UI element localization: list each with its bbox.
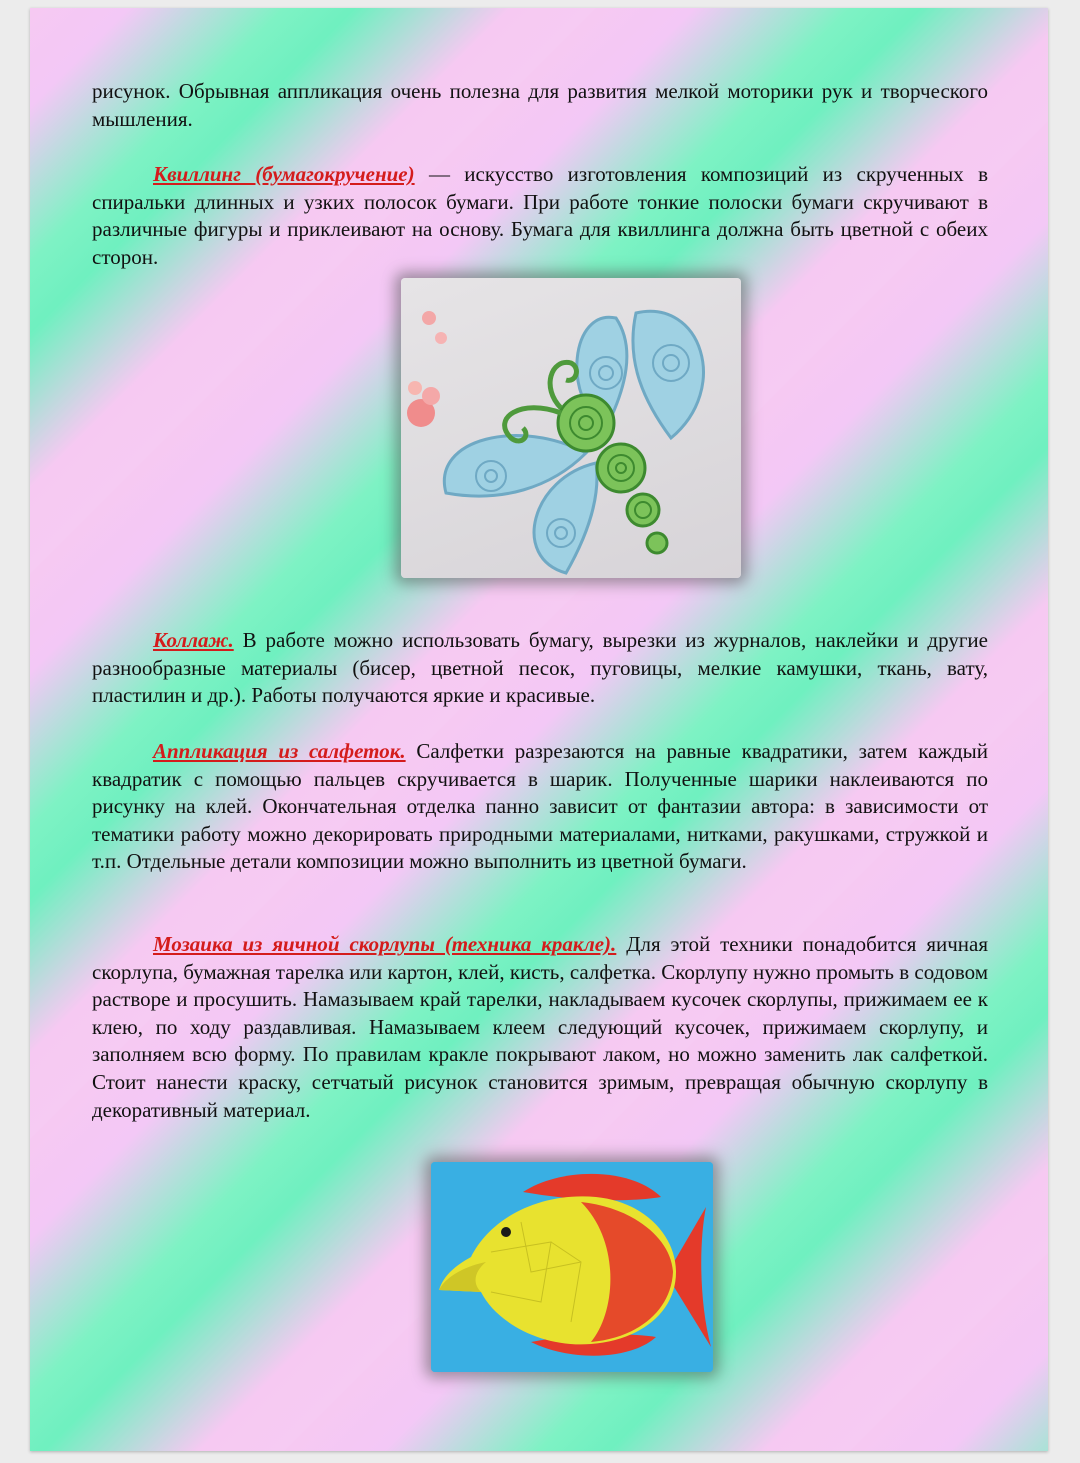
quilling-term: Квиллинг (бумагокручение) [153,162,415,186]
napkin-applique-term: Аппликация из салфеток. [153,739,406,763]
collage-term: Коллаж. [153,628,234,652]
napkin-applique-paragraph: Аппликация из салфеток. Салфетки разрезаются на равные квадратики, затем каждый квадратик с помощью пальцев скручивается в шарик. Полученные шарики наклеиваются по рисунку на клей. Окончательная отделка панно зависит от фантазии автора: в зависимости от тематики работу можно декорировать природными материалами, нитками, ракушками, стружкой и т.п. Отдельные детали композиции можно выполнить из цветной бумаги. [92,739,988,874]
eggshell-fish-photo [431,1162,713,1372]
document-page [30,8,1048,1451]
eggshell-mosaic-term: Мозаика из яичной скорлупы (техника кракле). [153,932,617,956]
quilling-dragonfly-photo [401,278,741,578]
eggshell-mosaic-paragraph: Мозаика из яичной скорлупы (техника кракле). Для этой техники понадобится яичная скорлупа, бумажная тарелка или картон, клей, кисть, салфетка. Скорлупу нужно промыть в содовом растворе и просушить. Намазываем край тарелки, накладываем кусочек скорлупы, прижимаем ее к клею, по ходу раздавливая. Намазываем клеем следующий кусочек, прижимаем скорлупу, и заполняем всю форму. По правилам кракле покрывают лаком, но можно заменить лак салфеткой. Стоит нанести краску, сетчатый рисунок становится зримым, превращая обычную скорлупу в декоративный материал. [92,932,989,1122]
intro-paragraph: рисунок. Обрывная аппликация очень полезна для развития мелкой моторики рук и творческого мышления. [92,79,988,131]
collage-paragraph: Коллаж. В работе можно использовать бумагу, вырезки из журналов, наклейки и другие разнообразные материалы (бисер, цветной песок, пуговицы, мелкие камушки, ткань, вату, пластилин и др.). Работы получаются яркие и красивые. [92,628,988,708]
quilling-paragraph: Квиллинг (бумагокручение) — искусство изготовления композиций из скрученных в спиральки длинных и узких полосок бумаги. При работе тонкие полоски бумаги скручивают в различные фигуры и приклеивают на основу. Бумага для квиллинга должна быть цветной с обеих сторон. [92,162,989,269]
